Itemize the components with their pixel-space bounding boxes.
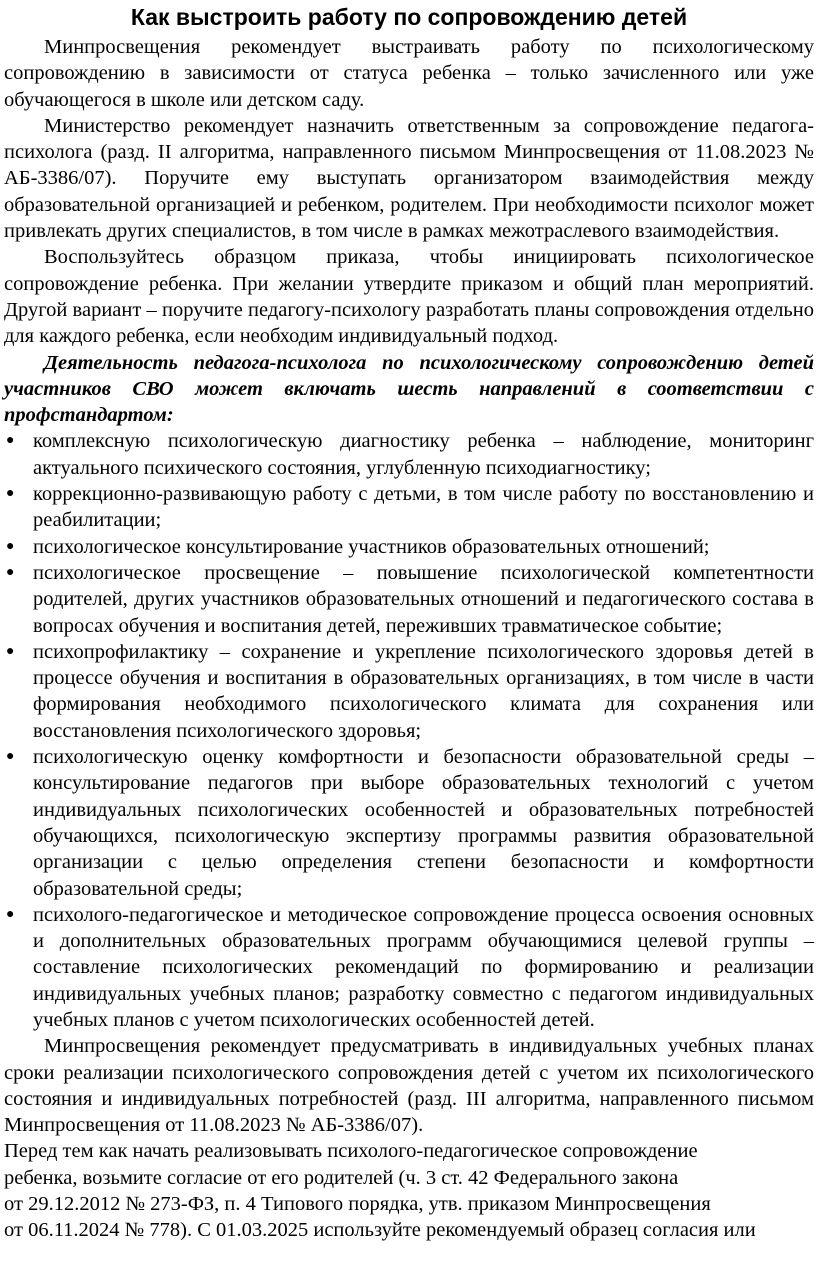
bullet-icon: ● <box>6 906 15 922</box>
consent-line: ребенка, возьмите согласие от его родителей (ч. 3 ст. 42 Федерального закона <box>4 1166 679 1189</box>
consent-line: от 29.12.2012 № 273-ФЗ, п. 4 Типового порядка, утв. приказом Минпросвещения <box>4 1193 711 1216</box>
bullet-icon: ● <box>6 538 15 554</box>
list-item <box>6 481 814 534</box>
document-title: Как выстроить работу по сопровождению детей <box>130 4 688 30</box>
directions-lead: Деятельность педагога-психолога по психологическому сопровождению детей участников СВО может включать шесть направлений в соответствии с профстандартом: <box>4 351 814 427</box>
list-item-text: психопрофилактику – сохранение и укрепление психологического здоровья детей в процессе обучения и воспитания в образовательных организациях, в том числе в части формирования необходимого психологического климата для сохранения или восстановления психологического здоровья; <box>33 640 814 742</box>
bullet-icon: ● <box>6 433 15 449</box>
list-item-text: коррекционно-развивающую работу с детьми, в том числе работу по восстановлению и реабилитации; <box>33 483 814 532</box>
list-item <box>6 428 814 481</box>
paragraph-status-approach: Минпросвещения рекомендует выстраивать работу по психологическому сопровождению в зависимости от статуса ребенка – только зачисленного или уже обучающегося в школе или детском саду. <box>4 36 814 111</box>
directions-list <box>4 428 814 1033</box>
list-item-text: комплексную психологическую диагностику ребенка – наблюдение, мониторинг актуального психического состояния, углубленную психодиагностику; <box>33 430 814 479</box>
list-item-text: психологическую оценку комфортности и безопасности образовательной среды – консультирование педагогов при выборе образовательных технологий с учетом индивидуальных психологических особенностей и образовательных потребностей обучающихся, психологическую экспертизу программы развития образовательной организации с целью определения степени безопасности и комфортности образовательной среды; <box>33 746 814 900</box>
paragraph-order-sample: Воспользуйтесь образцом приказа, чтобы инициировать психологическое сопровождение ребенка. При желании утвердите приказом и общий план мероприятий. Другой вариант – поручите педагогу-психологу разработать планы сопровождения отдельно для каждого ребенка, если необходим индивидуальный подход. <box>4 246 814 348</box>
paragraph-individual-plans: Минпросвещения рекомендует предусматривать в индивидуальных учебных планах сроки реализации психологического сопровождения детей с учетом их психологического состояния и индивидуальных потребностей (разд. III алгоритма, направленного письмом Минпросвещения от 11.08.2023 № АБ-3386/07). <box>4 1035 814 1137</box>
list-item-text: психологическое консультирование участников образовательных отношений; <box>33 535 710 558</box>
bullet-icon: ● <box>6 564 15 580</box>
bullet-icon: ● <box>6 486 15 502</box>
list-item-text: психологическое просвещение – повышение психологической компетентности родителей, других участников образовательных отношений и педагогического состава в вопросах обучения и воспитания детей, переживших травматическое событие; <box>33 561 814 637</box>
consent-line: от 06.11.2024 № 778). С 01.03.2025 используйте рекомендуемый образец согласия или <box>4 1219 756 1242</box>
paragraph-responsible-psychologist: Министерство рекомендует назначить ответственным за сопровождение педагога-психолога (разд. II алгоритма, направленного письмом Минпросвещения от 11.08.2023 № АБ-3386/07). Поручите ему выступать организатором взаимодействия между образовательной организацией и ребенком, родителем. При необходимости психолог может привлекать других специалистов, в том числе в рамках межотраслевого взаимодействия. <box>4 114 814 243</box>
list-item <box>6 744 814 902</box>
list-item-text: психолого-педагогическое и методическое сопровождение процесса освоения основных и дополнительных образовательных программ обучающимися целевой группы – составление психологических рекомендаций по формированию и реализации индивидуальных учебных планов; разработку совместно с педагогом индивидуальных учебных планов с учетом психологических особенностей детей. <box>33 903 814 1031</box>
bullet-icon: ● <box>6 643 15 659</box>
consent-line: Перед тем как начать реализовывать психолого-педагогическое сопровождение <box>4 1140 698 1163</box>
list-item <box>6 639 814 744</box>
bullet-icon: ● <box>6 749 15 765</box>
list-item <box>6 902 814 1033</box>
list-item <box>6 534 814 560</box>
paragraph-parental-consent <box>4 1138 814 1243</box>
list-item <box>6 560 814 639</box>
